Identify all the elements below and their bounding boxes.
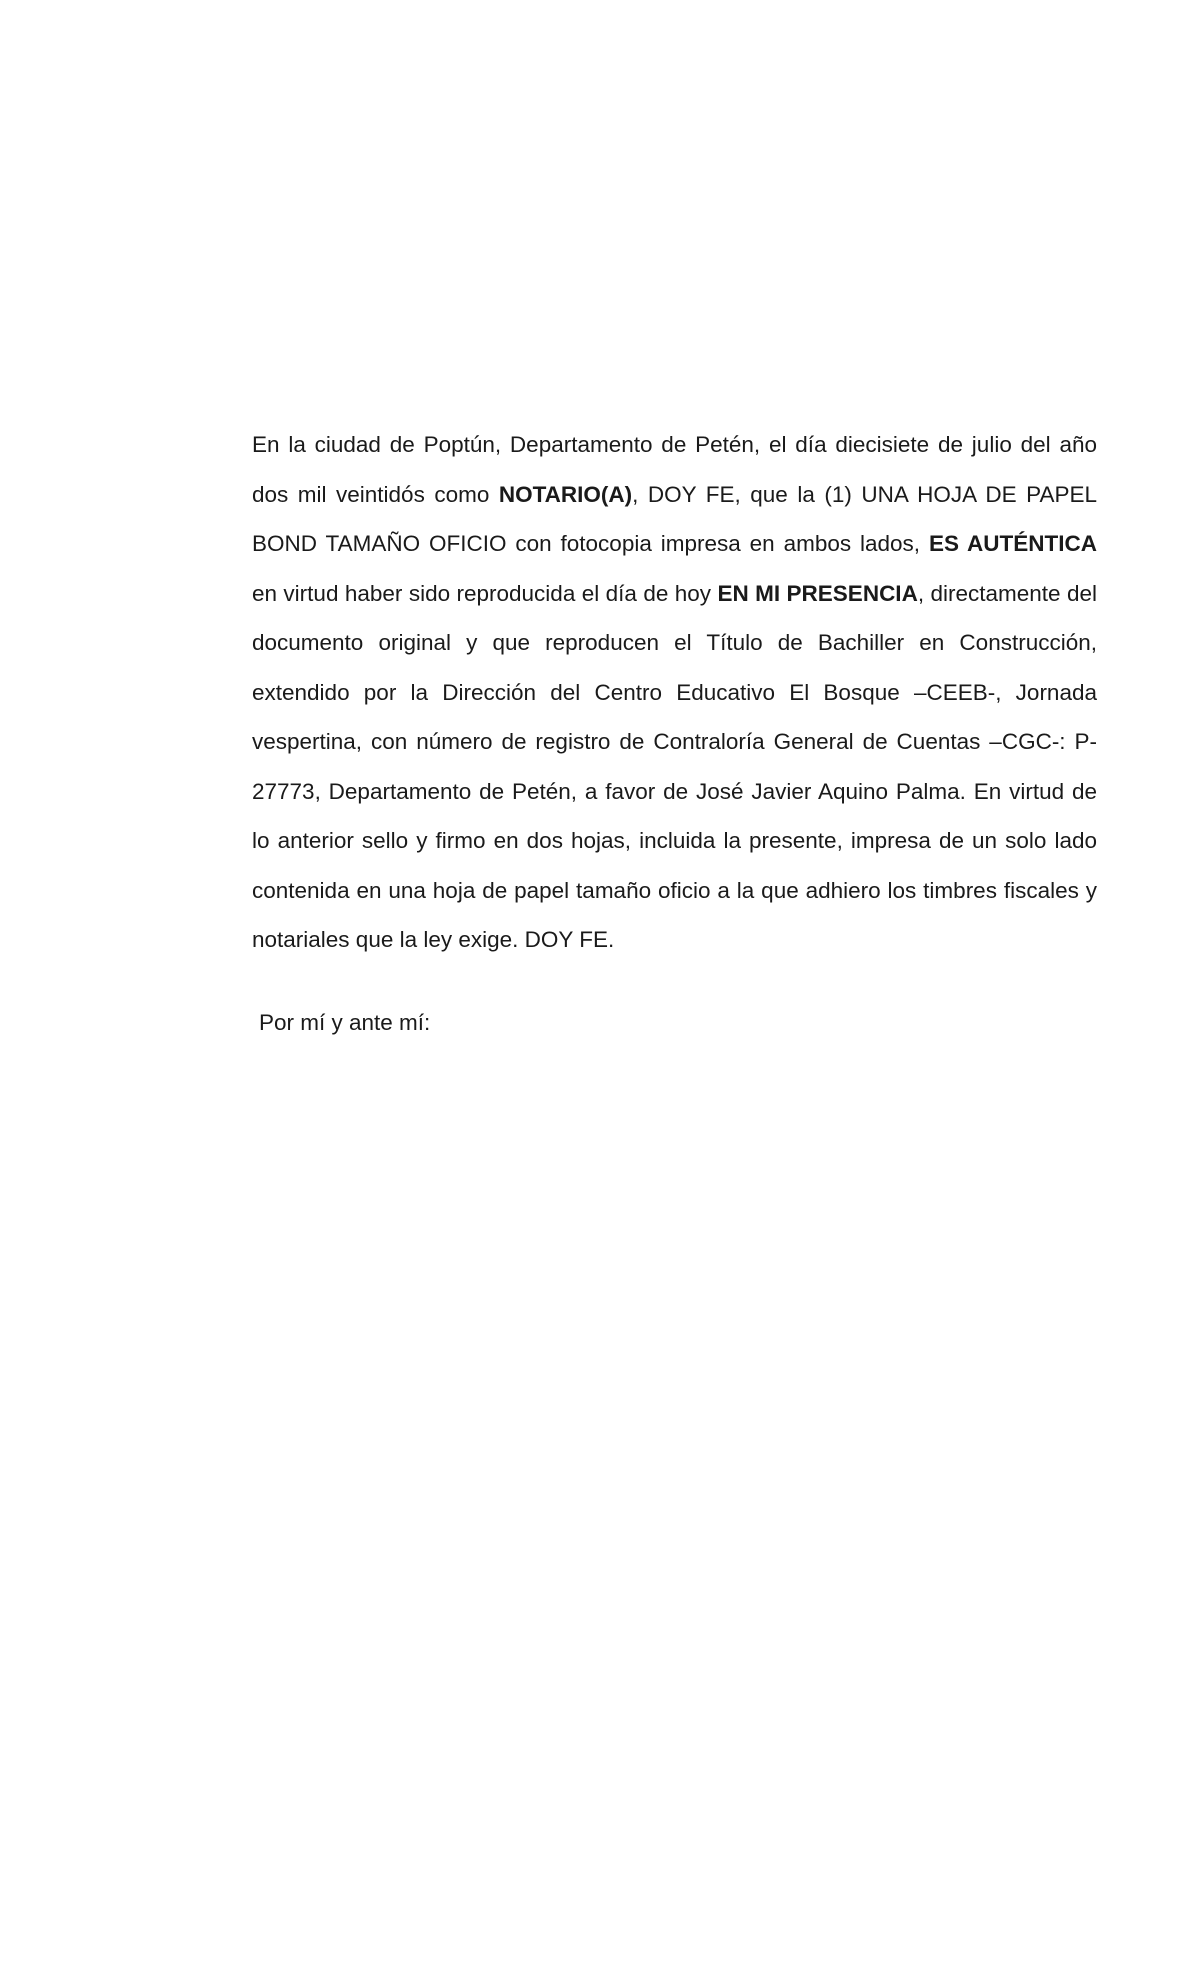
paragraph-text-1: En la ciudad de Poptún, Departamento de Petén, el día diecisiete de julio del año dos mil veintidós como [252,432,1097,507]
closing-line: Por mí y ante mí: [259,1010,431,1035]
notary-title: NOTARIO(A) [498,481,633,507]
paragraph-text-3: en virtud haber sido reproducida el día de hoy [252,580,718,606]
authenticity-statement: ES AUTÉNTICA [928,531,1097,556]
paragraph-text-2: , DOY FE, que la (1) UNA HOJA DE PAPEL BOND TAMAÑO OFICIO con fotocopia impresa en ambos lados, [252,481,1097,556]
certification-paragraph [252,420,1097,965]
paragraph-text-4: , directamente del documento original y que reproducen el Título de Bachiller en Construcción, extendido por la Dirección del Centro Educativo El Bosque –CEEB-, Jornada vespertina, con número de registro de Contraloría General de Cuentas –CGC-: P-27773, Departamento de Petén, a favor de José Javier Aquino Palma. En virtud de lo anterior sello y firmo en dos hojas, incluida la presente, impresa de un solo lado contenida en una hoja de papel tamaño oficio a la que adhiero los timbres fiscales y notariales que la ley exige. DOY FE. [252,580,1097,952]
presence-statement: EN MI PRESENCIA [717,580,918,606]
